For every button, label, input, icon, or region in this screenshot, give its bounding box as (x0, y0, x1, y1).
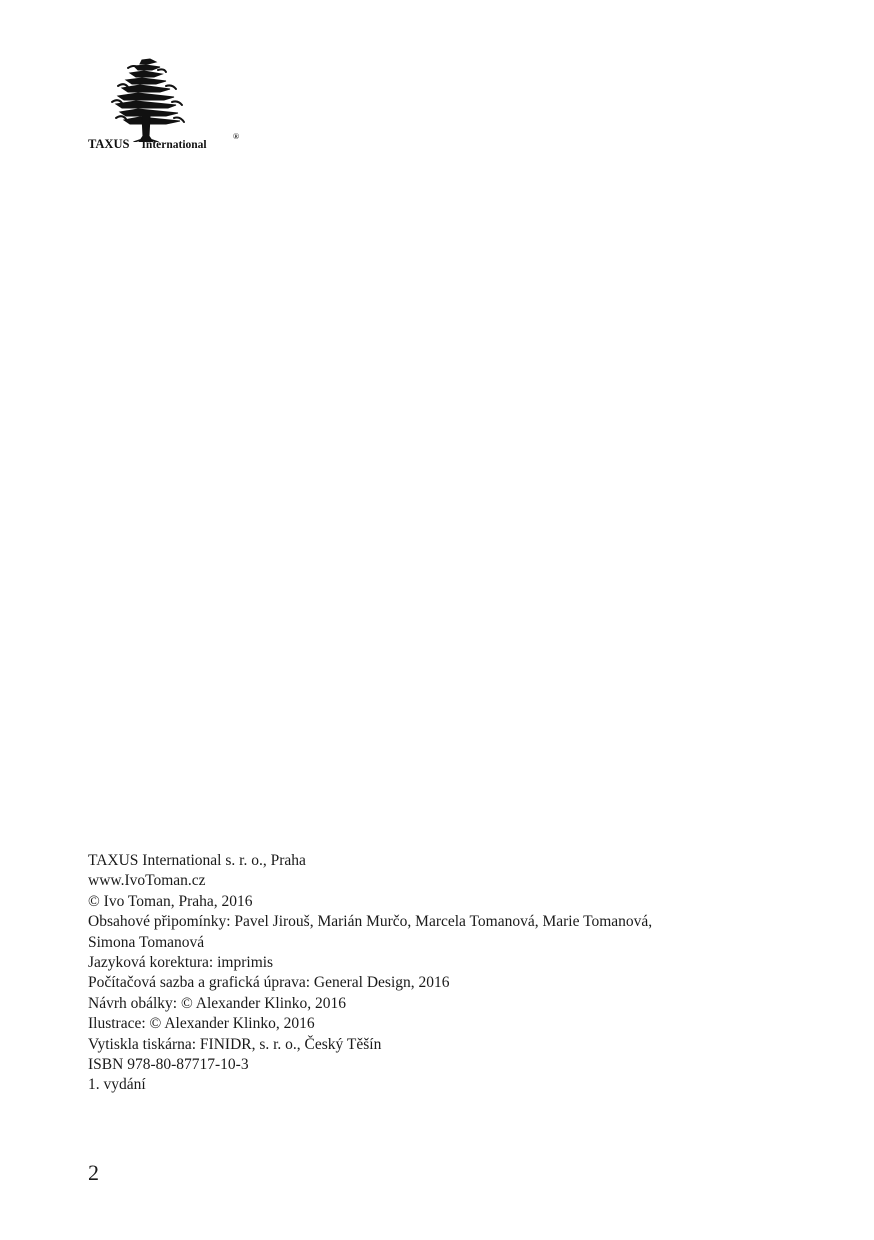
imprint-line: Návrh obálky: © Alexander Klinko, 2016 (88, 994, 347, 1012)
imprint-line: Obsahové připomínky: Pavel Jirouš, Marián Murčo, Marcela Tomanová, Marie Tomanová, (88, 913, 653, 931)
imprint-line: 1. vydání (88, 1076, 146, 1094)
imprint-line: © Ivo Toman, Praha, 2016 (88, 892, 253, 910)
publisher-name-part2: International (141, 139, 207, 151)
publisher-name-part1: TAXUS (88, 137, 130, 151)
registered-mark: ® (233, 132, 239, 141)
publisher-wordmark (88, 137, 207, 152)
imprint-line: Jazyková korektura: imprimis (88, 954, 274, 972)
imprint-block (88, 851, 788, 1096)
tree-icon (106, 56, 186, 142)
imprint-line: TAXUS International s. r. o., Praha (88, 852, 306, 869)
publisher-logo (86, 56, 256, 156)
imprint-line: Ilustrace: © Alexander Klinko, 2016 (88, 1015, 315, 1033)
imprint-line: Vytiskla tiskárna: FINIDR, s. r. o., Český Těšín (88, 1035, 382, 1053)
imprint-line: Počítačová sazba a grafická úprava: General Design, 2016 (88, 974, 450, 992)
page-number: 2 (88, 1160, 99, 1185)
imprint-line: Simona Tomanová (88, 933, 205, 951)
imprint-line: www.IvoToman.cz (88, 872, 206, 890)
imprint-line: ISBN 978-80-87717-10-3 (88, 1056, 249, 1074)
